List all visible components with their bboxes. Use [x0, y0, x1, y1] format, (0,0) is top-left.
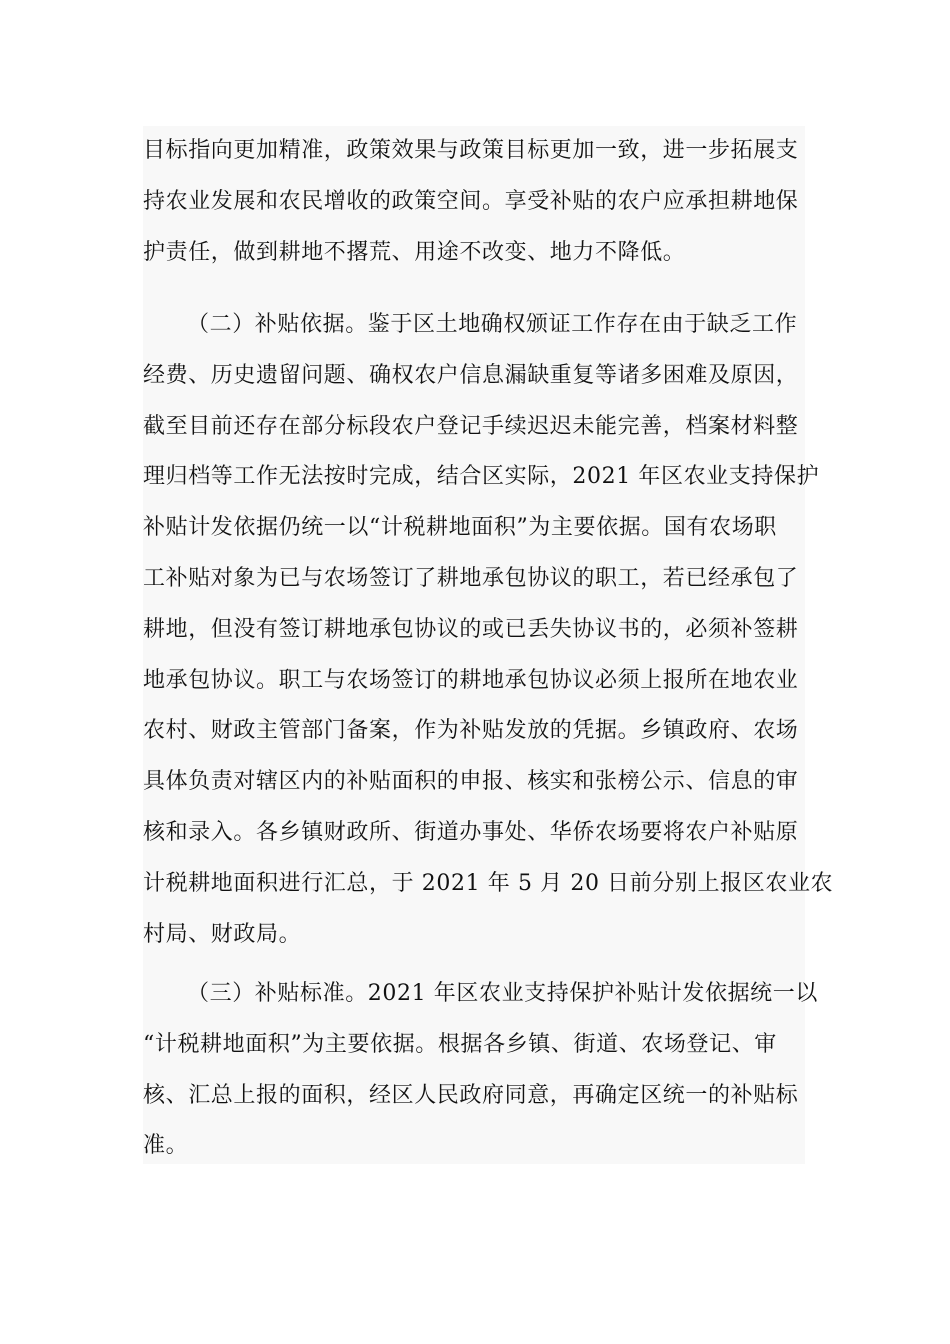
text-line: “计税耕地面积”为主要依据。根据各乡镇、街道、农场登记、审: [143, 1031, 777, 1057]
text-line: 准。: [143, 1133, 189, 1159]
text-line: 核、汇总上报的面积，经区人民政府同意，再确定区统一的补贴标: [143, 1082, 799, 1108]
paragraph-1: [143, 126, 803, 278]
text-line: 目标指向更加精准，政策效果与政策目标更加一致，进一步拓展支: [143, 138, 799, 163]
text-line: 理归档等工作无法按时完成，结合区实际，2021 年区农业支持保护: [143, 464, 820, 490]
text-line: 具体负责对辖区内的补贴面积的申报、核实和张榜公示、信息的审: [143, 769, 799, 795]
text-line: 经费、历史遗留问题、确权农户信息漏缺重复等诸多困难及原因，: [143, 362, 799, 388]
text-line: 持农业发展和农民增收的政策空间。享受补贴的农户应承担耕地保: [143, 188, 799, 214]
text-line: 截至目前还存在部分标段农户登记手续迟迟未能完善，档案材料整: [143, 413, 799, 439]
text-line: 核和录入。各乡镇财政所、街道办事处、华侨农场要将农户补贴原: [143, 819, 799, 845]
text-line: （三）补贴标准。2021 年区农业支持保护补贴计发依据统一以: [187, 981, 818, 1006]
paragraph-2: [143, 300, 834, 960]
text-line: 村局、财政局。: [143, 921, 302, 947]
text-line: 工补贴对象为已与农场签订了耕地承包协议的职工，若已经承包了: [143, 565, 799, 591]
text-line: 地承包协议。职工与农场签订的耕地承包协议必须上报所在地农业: [143, 667, 799, 693]
paragraph-3: [143, 969, 818, 1172]
text-line: 农村、财政主管部门备案，作为补贴发放的凭据。乡镇政府、农场: [143, 718, 799, 744]
text-line: 耕地，但没有签订耕地承包协议的或已丢失协议书的，必须补签耕: [143, 616, 799, 642]
text-line: 护责任，做到耕地不撂荒、用途不改变、地力不降低。: [143, 239, 686, 265]
text-line: 计税耕地面积进行汇总，于 2021 年 5 月 20 日前分别上报区农业农: [143, 870, 834, 896]
text-line: 补贴计发依据仍统一以“计税耕地面积”为主要依据。国有农场职: [143, 515, 777, 541]
text-line: （二）补贴依据。鉴于区土地确权颁证工作存在由于缺乏工作: [187, 312, 798, 337]
